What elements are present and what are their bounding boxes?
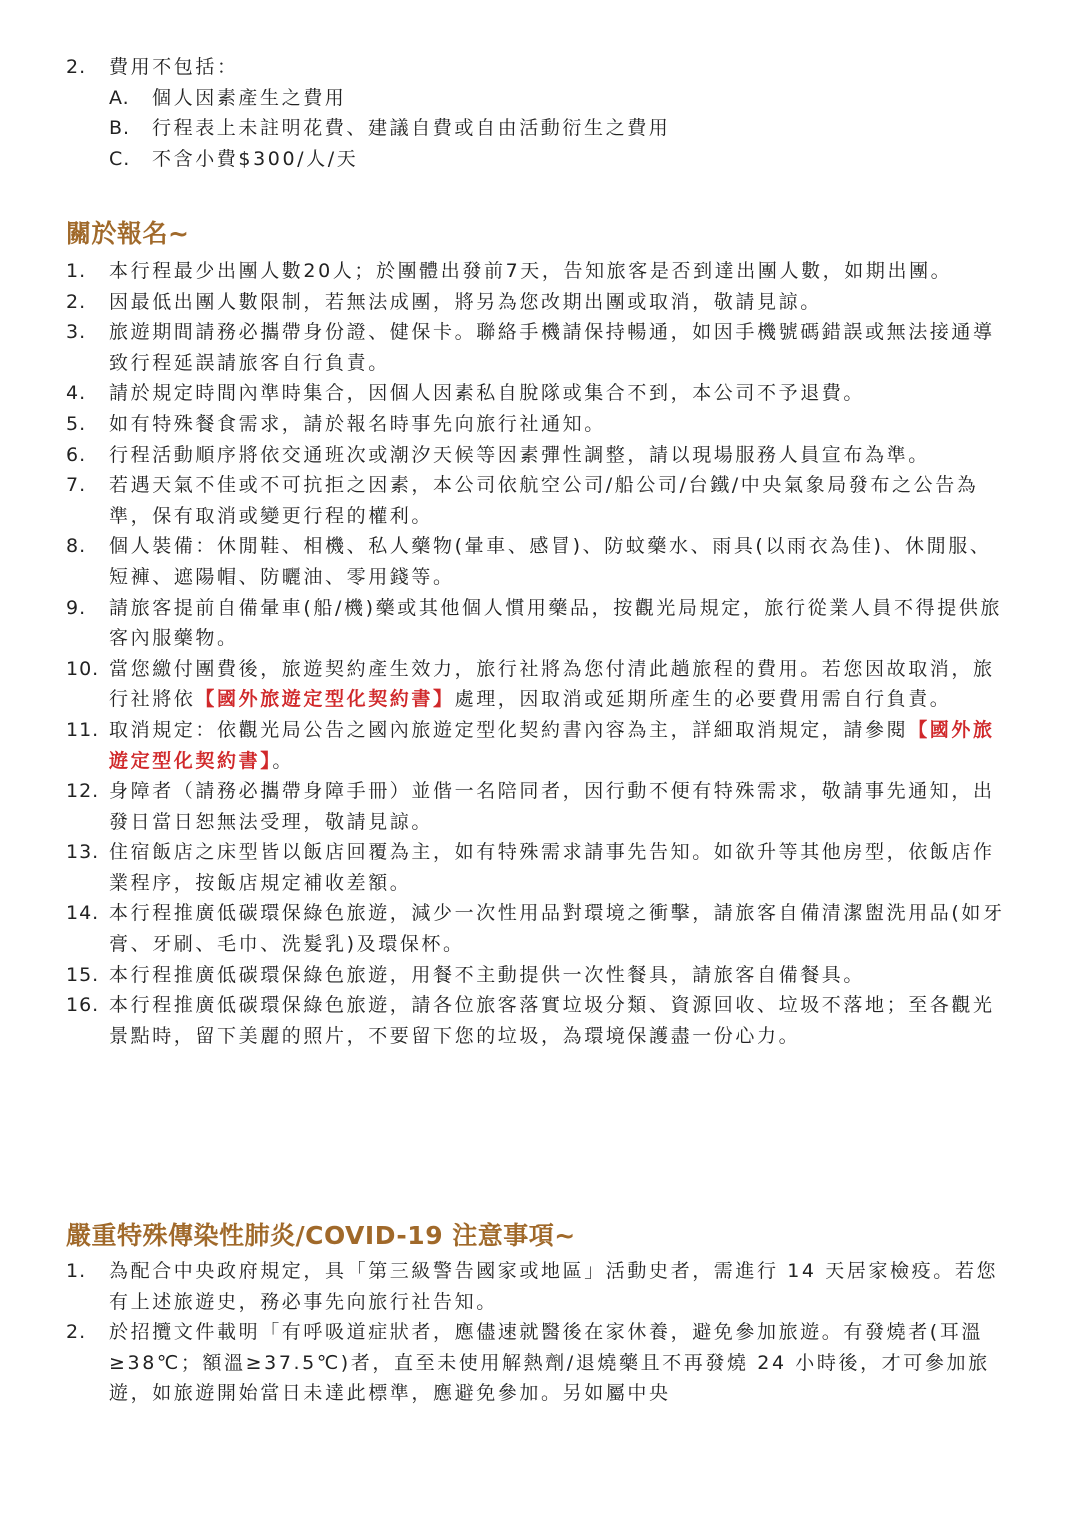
fees-excluded-section [66,52,1076,174]
list-item [66,287,1076,318]
item-letter: B. [109,117,131,140]
item-text: 住宿飯店之床型皆以飯店回覆為主，如有特殊需求請事先告知。如欲升等其他房型，依飯店作業程序，按飯店規定補收差額。 [109,841,995,894]
item-text: 旅遊期間請務必攜帶身份證、健保卡。聯絡手機請保持暢通，如因手機號碼錯誤或無法接通導致行程延誤請旅客自行負責。 [109,321,995,374]
list-item [66,409,1076,440]
item-number: 1. [66,1260,87,1282]
list-item [66,1256,1076,1317]
item-number: 11. [66,718,100,741]
list-item [66,837,1076,898]
item-letter: A. [109,86,130,109]
item-number: 13. [66,841,100,864]
item-number: 14. [66,902,100,925]
item-text: 本行程最少出團人數20人；於團體出發前7天，告知旅客是否到達出團人數，如期出團。 [109,260,953,282]
item-text [109,715,1009,776]
item-text: 個人因素產生之費用 [152,86,347,109]
list-item [66,715,1076,776]
item-text [109,654,1009,715]
sub-list-item [109,144,1076,175]
item-text-before: 當您繳付團費後，旅遊契約產生效力，旅行社將為您付清此趟旅程的費用。若您因故取消，旅行社將依 [109,657,995,711]
list-item [66,440,1076,471]
contract-link-highlight: 【國外旅遊定型化契約書】 [109,718,995,772]
item-letter: C. [109,147,131,170]
list-item [66,1317,1076,1409]
item-text: 身障者（請務必攜帶身障手冊）並偕一名陪同者，因行動不便有特殊需求，敬請事先通知，出發日當日恕無法受理，敬請見諒。 [109,780,995,833]
item-text: 本行程推廣低碳環保綠色旅遊，用餐不主動提供一次性餐具，請旅客自備餐具。 [109,963,866,986]
item-number: 5. [66,412,87,435]
item-text: 若遇天氣不佳或不可抗拒之因素，本公司依航空公司/船公司/台鐵/中央氣象局發布之公告為準，保有取消或變更行程的權利。 [109,474,979,527]
list-item [66,256,1076,287]
registration-section [66,218,1076,1051]
item-text-after: 處理，因取消或延期所產生的必要費用需自行負責。 [454,688,952,711]
item-number: 1. [66,260,87,282]
list-item [66,52,1076,83]
item-number: 2. [66,290,87,313]
item-text-after: 。 [272,749,294,772]
list-item [66,990,1076,1051]
item-number: 6. [66,443,87,466]
item-number: 3. [66,321,87,344]
list-item [66,378,1076,409]
item-text: 請於規定時間內準時集合，因個人因素私自脫隊或集合不到，本公司不予退費。 [109,382,866,405]
item-text: 費用不包括： [109,56,239,78]
item-text: 行程活動順序將依交通班次或潮汐天候等因素彈性調整，請以現場服務人員宣布為準。 [109,443,930,466]
item-text: 不含小費$300/人/天 [152,147,359,170]
covid-section [66,1220,1076,1409]
item-number: 10. [66,657,100,680]
list-item [66,776,1076,837]
item-text: 為配合中央政府規定，具「第三級警告國家或地區」活動史者，需進行 14 天居家檢疫。若您有上述旅遊史，務必事先向旅行社告知。 [109,1260,999,1313]
list-item [66,898,1076,959]
item-number: 12. [66,780,100,803]
item-text: 於招攬文件載明「有呼吸道症狀者，應儘速就醫後在家休養，避免參加旅遊。有發燒者(耳溫≥38℃；額溫≥37.5℃)者，直至未使用解熱劑/退燒藥且不再發燒 24 小時後，才可參加旅遊，如旅遊開始當日未達此標準，應避免參加。另如屬中央 [109,1321,990,1405]
contract-link-highlight: 【國外旅遊定型化契約書】 [195,688,455,711]
item-text: 本行程推廣低碳環保綠色旅遊，減少一次性用品對環境之衝擊，請旅客自備清潔盥洗用品(如牙膏、牙刷、毛巾、洗髮乳)及環保杯。 [109,902,1005,956]
item-text: 個人裝備：休閒鞋、相機、私人藥物(暈車、感冒)、防蚊藥水、雨具(以雨衣為佳)、休閒服、短褲、遮陽帽、防曬油、零用錢等。 [109,535,992,588]
item-number: 7. [66,474,87,497]
item-text: 本行程推廣低碳環保綠色旅遊，請各位旅客落實垃圾分類、資源回收、垃圾不落地；至各觀光景點時，留下美麗的照片，不要留下您的垃圾，為環境保護盡一份心力。 [109,994,995,1047]
item-text: 如有特殊餐食需求，請於報名時事先向旅行社通知。 [109,412,606,435]
item-number: 9. [66,596,87,619]
sub-list-item [109,83,1076,114]
section-heading: 嚴重特殊傳染性肺炎/COVID-19 注意事項~ [66,1221,576,1250]
item-text: 因最低出團人數限制，若無法成團，將另為您改期出團或取消，敬請見諒。 [109,290,822,313]
item-text-before: 取消規定：依觀光局公告之國內旅遊定型化契約書內容為主，詳細取消規定，請參閱 [109,718,909,741]
list-item [66,317,1076,378]
list-item [66,593,1076,654]
item-text: 請旅客提前自備暈車(船/機)藥或其他個人慣用藥品，按觀光局規定，旅行從業人員不得提供旅客內服藥物。 [109,596,1003,650]
list-item [66,654,1076,715]
list-item [66,531,1076,592]
item-text: 行程表上未註明花費、建議自費或自由活動衍生之費用 [152,117,671,140]
item-number: 8. [66,535,87,558]
item-number: 2. [66,1321,87,1344]
item-number: 15. [66,963,100,986]
item-number: 4. [66,382,87,405]
list-item [66,960,1076,991]
item-number: 2. [66,56,87,78]
list-item [66,470,1076,531]
sub-list-item [109,113,1076,144]
item-number: 16. [66,994,100,1017]
section-heading: 關於報名~ [66,219,190,248]
